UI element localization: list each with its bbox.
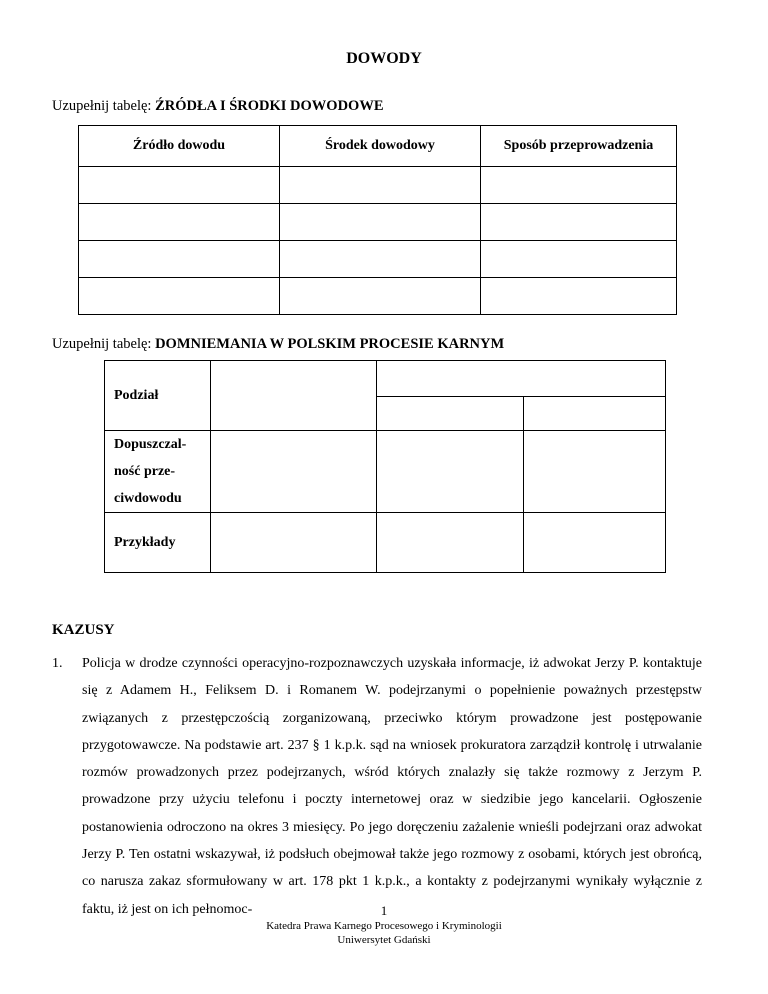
table-row	[105, 431, 666, 513]
empty-cell[interactable]	[524, 397, 666, 431]
table-row	[105, 513, 666, 573]
empty-cell[interactable]	[481, 241, 677, 278]
case-number: 1.	[52, 656, 63, 671]
empty-cell[interactable]	[211, 431, 377, 513]
case-text: Policja w drodze czynności operacyjno-rozpoznawczych uzyskała informacje, iż adwokat Jerzy P. kontaktuje się z Adamem H., Feliksem D. i Romanem W. podejrzanymi o popełnienie poważnych przestępstw związanych z przestępczością zorganizowaną, przeciwko którym prowadzone jest postępowanie przygotowawcze. Na podstawie art. 237 § 1 k.p.k. sąd na wniosek prokuratora zarządził kontrolę i utrwalanie rozmów prowadzonych przez podejrzanych, wśród których znalazły się także rozmowy z Jerzym P. prowadzone przy użyciu telefonu i poczty internetowej oraz w siedzibie jego kancelarii. Ogłoszenie postanowienia odroczono na okres 3 miesięcy. Po jego doręczeniu zażalenie wnieśli podejrzani oraz adwokat Jerzy P. Ten ostatni wskazywał, iż podsłuch obejmował także jego rozmowy z osobami, których jest obrońcą, co narusza zakaz sformułowany w art. 178 pkt 1 k.p.k., a kontakty z podejrzanymi wynikały wyłącznie z faktu, iż jest on ich pełnomoc-	[82, 656, 702, 917]
table-row	[105, 361, 666, 397]
empty-cell[interactable]	[377, 361, 666, 397]
empty-cell[interactable]	[280, 241, 481, 278]
empty-cell[interactable]	[524, 431, 666, 513]
case-1	[52, 650, 702, 923]
header-cell: Źródło dowodu	[79, 126, 280, 167]
footer-line-1: Katedra Prawa Karnego Procesowego i Kryminologii	[266, 920, 502, 932]
section2-label-title: DOMNIEMANIA W POLSKIM PROCESIE KARNYM	[155, 336, 505, 352]
row-header-przyklady: Przykłady	[105, 513, 211, 573]
empty-cell[interactable]	[377, 513, 524, 573]
empty-cell[interactable]	[280, 278, 481, 315]
kazusy-heading: KAZUSY	[52, 622, 115, 638]
section2-label	[52, 336, 504, 353]
empty-cell[interactable]	[280, 167, 481, 204]
header-cell: Sposób przeprowadzenia	[481, 126, 677, 167]
section1-label-title: ŹRÓDŁA I ŚRODKI DOWODOWE	[155, 98, 384, 114]
document-title: DOWODY	[346, 50, 422, 67]
empty-cell[interactable]	[524, 513, 666, 573]
table-row	[79, 241, 677, 278]
page-number: 1	[380, 903, 388, 918]
table-row	[79, 278, 677, 315]
empty-cell[interactable]	[481, 167, 677, 204]
empty-cell[interactable]	[211, 513, 377, 573]
row-header-line: Dopuszczal-	[114, 437, 187, 452]
row-header-podzial: Podział	[105, 361, 211, 431]
table-header-row	[79, 126, 677, 167]
empty-cell[interactable]	[211, 361, 377, 431]
footer-line-2: Uniwersytet Gdański	[337, 934, 431, 946]
section1-label	[52, 98, 384, 115]
empty-cell[interactable]	[481, 204, 677, 241]
empty-cell[interactable]	[79, 278, 280, 315]
section2-label-prefix: Uzupełnij tabelę:	[52, 336, 156, 352]
sources-table	[78, 125, 677, 315]
header-cell: Środek dowodowy	[280, 126, 481, 167]
empty-cell[interactable]	[79, 204, 280, 241]
page-footer	[0, 903, 768, 947]
row-header-line: ciwdowodu	[114, 491, 182, 506]
presumptions-table	[104, 360, 666, 573]
empty-cell[interactable]	[377, 397, 524, 431]
empty-cell[interactable]	[377, 431, 524, 513]
table-row	[79, 167, 677, 204]
table-row	[79, 204, 677, 241]
row-header-line: ność prze-	[114, 464, 176, 479]
empty-cell[interactable]	[481, 278, 677, 315]
row-header-dopuszczalnosc	[105, 431, 211, 513]
section1-label-prefix: Uzupełnij tabelę:	[52, 98, 156, 114]
empty-cell[interactable]	[79, 167, 280, 204]
empty-cell[interactable]	[79, 241, 280, 278]
empty-cell[interactable]	[280, 204, 481, 241]
